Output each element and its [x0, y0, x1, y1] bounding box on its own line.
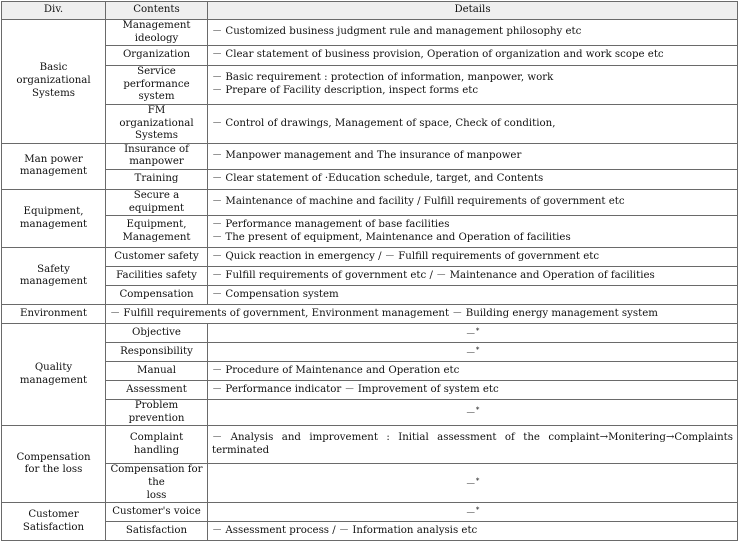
details-cell: － Analysis and improvement : Initial assessment of the complaint→Monitering→Complaints terminated — [208, 426, 738, 464]
table-row — [2, 104, 738, 143]
footnote-mark: * — [475, 345, 480, 354]
details-cell: － Fulfill requirements of government, Environment management － Building energy management system — [106, 305, 738, 324]
table-row — [2, 305, 738, 324]
div-line: Quality — [34, 362, 73, 374]
details-cell: － Procedure of Maintenance and Operation etc — [208, 362, 738, 381]
details-cell: － Maintenance of machine and facility / Fulfill requirements of government etc — [208, 189, 738, 215]
contents-cell: Objective — [106, 324, 208, 343]
div-environment: Environment — [2, 305, 106, 324]
contents-cell — [106, 104, 208, 143]
table-row — [2, 522, 738, 541]
div-line: organizational — [16, 75, 91, 87]
contents-cell: Compensation — [106, 286, 208, 305]
div-line: Man power — [24, 153, 83, 165]
details-cell: － Clear statement of ·Education schedule, target, and Contents — [208, 169, 738, 189]
footnote-mark: * — [475, 505, 480, 514]
header-details: Details — [208, 2, 738, 20]
contents-cell: Organization — [106, 46, 208, 66]
footnote-mark: * — [475, 476, 480, 485]
contents-line: Compensation for the — [110, 464, 203, 488]
details-cell: － Manpower management and The insurance of manpower — [208, 143, 738, 169]
contents-cell: Assessment — [106, 381, 208, 400]
table-row — [2, 286, 738, 305]
div-line: management — [19, 218, 88, 230]
contents-line: Service performance — [123, 66, 190, 90]
table-row — [2, 343, 738, 362]
table-row — [2, 20, 738, 46]
table-row — [2, 324, 738, 343]
contents-line: system — [138, 91, 175, 103]
dash: － — [465, 328, 476, 340]
table-row — [2, 248, 738, 267]
details-line: － The present of equipment, Maintenance and Operation of facilities — [212, 231, 571, 243]
details-cell: － Clear statement of business provision, Operation of organization and work scope etc — [208, 46, 738, 66]
contents-line: Systems — [135, 130, 178, 142]
div-line: management — [19, 166, 88, 178]
contents-cell: Responsibility — [106, 343, 208, 362]
table-row — [2, 189, 738, 215]
contents-line: Equipment, — [126, 219, 187, 231]
table-row — [2, 400, 738, 426]
table-row — [2, 503, 738, 522]
div-line: for the loss — [24, 464, 83, 476]
details-cell — [208, 66, 738, 105]
div-basic-organizational-systems — [2, 20, 106, 144]
contents-line: FM organizational — [119, 104, 194, 129]
details-cell — [208, 464, 738, 503]
contents-line: Management — [122, 231, 191, 243]
dash: － — [465, 347, 476, 359]
contents-cell — [106, 216, 208, 248]
table-row — [2, 362, 738, 381]
table-row — [2, 143, 738, 169]
contents-cell: Satisfaction — [106, 522, 208, 541]
details-cell: － Assessment process / － Information analysis etc — [208, 522, 738, 541]
table-row — [2, 66, 738, 105]
footnote-mark: * — [475, 326, 480, 335]
contents-cell: Training — [106, 169, 208, 189]
dash: － — [465, 507, 476, 519]
contents-line: loss — [146, 489, 167, 501]
details-cell — [208, 503, 738, 522]
div-compensation-for-the-loss — [2, 426, 106, 503]
div-customer-satisfaction — [2, 503, 106, 541]
div-line: Customer — [28, 509, 79, 520]
management-system-table — [1, 1, 738, 541]
header-div: Div. — [2, 2, 106, 20]
details-cell: － Compensation system — [208, 286, 738, 305]
contents-cell: Customer's voice — [106, 503, 208, 522]
contents-cell: Secure a equipment — [106, 189, 208, 215]
details-line: － Prepare of Facility description, inspect forms etc — [212, 85, 479, 97]
contents-cell: Complaint handling — [106, 426, 208, 464]
details-line: － Basic requirement : protection of information, manpower, work — [212, 72, 554, 84]
table-row — [2, 169, 738, 189]
div-line: Safety — [37, 263, 70, 275]
details-cell: － Fulfill requirements of government etc / － Maintenance and Operation of facilities — [208, 267, 738, 286]
table-row — [2, 216, 738, 248]
details-cell: － Quick reaction in emergency / － Fulfill requirements of government etc — [208, 248, 738, 267]
table-row — [2, 381, 738, 400]
contents-cell: Insurance of manpower — [106, 143, 208, 169]
dash: － — [465, 478, 476, 490]
contents-cell — [106, 66, 208, 105]
header-contents: Contents — [106, 2, 208, 20]
div-line: Satisfaction — [22, 521, 85, 533]
contents-cell: Management ideology — [106, 20, 208, 46]
contents-cell: Manual — [106, 362, 208, 381]
div-line: Compensation — [16, 451, 91, 463]
details-cell — [208, 343, 738, 362]
details-cell: － Control of drawings, Management of space, Check of condition, — [208, 104, 738, 143]
details-cell: － Customized business judgment rule and management philosophy etc — [208, 20, 738, 46]
details-cell: － Performance indicator － Improvement of system etc — [208, 381, 738, 400]
header-row — [2, 2, 738, 20]
dash: － — [465, 408, 476, 420]
details-cell — [208, 216, 738, 248]
contents-cell: Customer safety — [106, 248, 208, 267]
table-row — [2, 426, 738, 464]
div-man-power-management — [2, 143, 106, 189]
details-cell — [208, 400, 738, 426]
div-equipment-management — [2, 189, 106, 247]
details-line: － Performance management of base facilities — [212, 219, 450, 231]
contents-cell — [106, 464, 208, 503]
div-line: management — [19, 374, 88, 386]
footnote-mark: * — [475, 406, 480, 415]
div-line: Equipment, — [23, 205, 84, 217]
div-safety-management — [2, 248, 106, 305]
details-cell — [208, 324, 738, 343]
contents-cell: Problem prevention — [106, 400, 208, 426]
div-quality-management — [2, 324, 106, 426]
div-line: Basic — [39, 62, 68, 74]
table-row — [2, 464, 738, 503]
table-row — [2, 267, 738, 286]
div-line: Systems — [32, 87, 75, 99]
contents-cell: Facilities safety — [106, 267, 208, 286]
table-row — [2, 46, 738, 66]
div-line: management — [19, 276, 88, 288]
